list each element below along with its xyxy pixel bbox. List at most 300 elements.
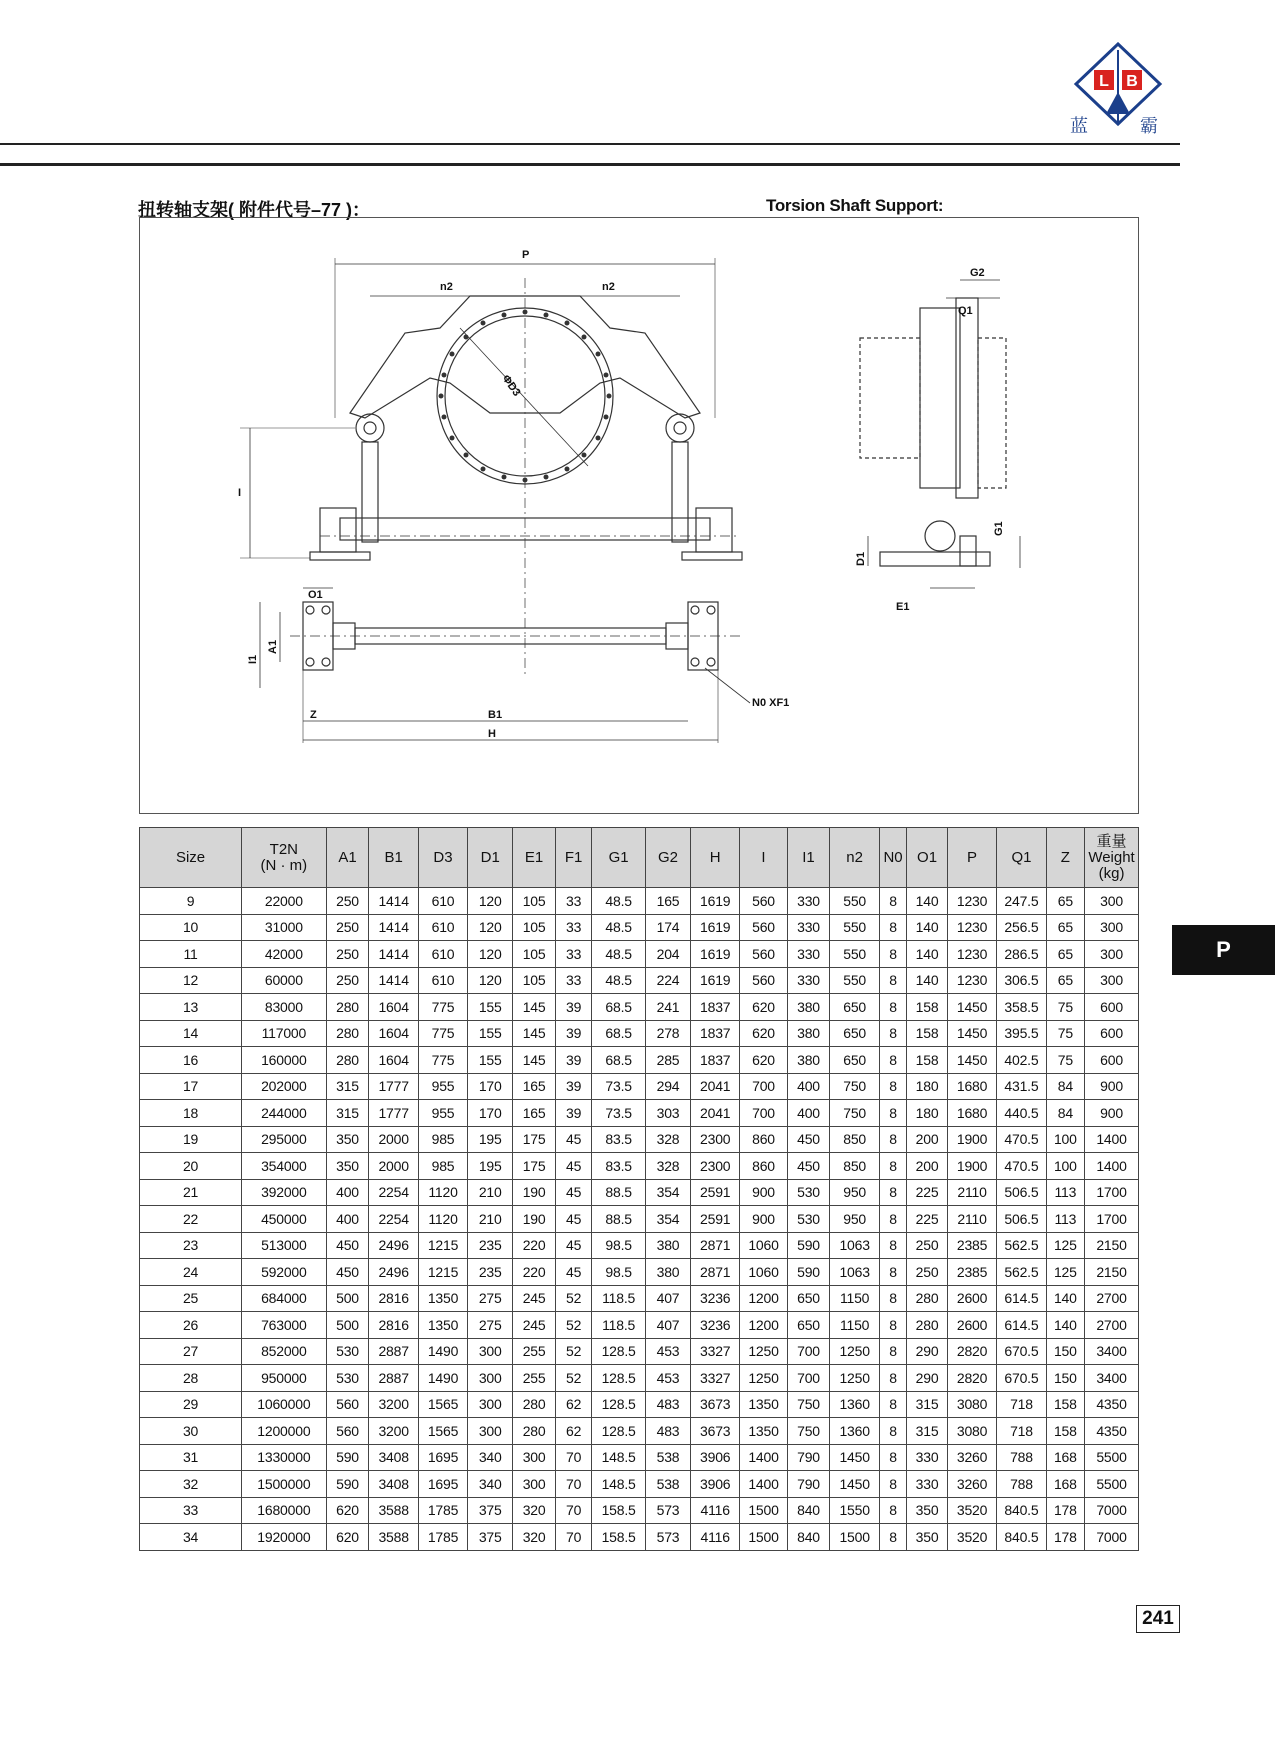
table-cell: 174	[646, 914, 691, 941]
table-cell: 220	[513, 1232, 556, 1259]
table-cell: 600	[1085, 1047, 1139, 1074]
table-cell: 350	[907, 1524, 948, 1551]
table-cell: 315	[326, 1100, 369, 1127]
table-cell: 175	[513, 1126, 556, 1153]
table-cell: 165	[513, 1073, 556, 1100]
table-cell: 9	[140, 888, 242, 915]
column-header: Z	[1046, 828, 1084, 888]
section-tab-p: P	[1172, 925, 1275, 975]
table-cell: 513000	[242, 1232, 327, 1259]
table-row	[140, 1312, 1139, 1339]
table-cell: 8	[879, 888, 906, 915]
table-cell: 200	[907, 1153, 948, 1180]
table-cell: 73.5	[592, 1073, 646, 1100]
table-cell: 395.5	[997, 1020, 1046, 1047]
table-cell: 4116	[691, 1497, 740, 1524]
table-cell: 39	[556, 994, 592, 1021]
table-row	[140, 1020, 1139, 1047]
table-cell: 7000	[1085, 1497, 1139, 1524]
table-cell: 250	[326, 941, 369, 968]
table-cell: 68.5	[592, 994, 646, 1021]
table-cell: 75	[1046, 1020, 1084, 1047]
table-cell: 3520	[947, 1524, 996, 1551]
table-cell: 140	[1046, 1285, 1084, 1312]
table-cell: 2700	[1085, 1285, 1139, 1312]
table-cell: 750	[830, 1073, 879, 1100]
table-cell: 380	[646, 1232, 691, 1259]
table-cell: 48.5	[592, 967, 646, 994]
table-cell: 158	[1046, 1418, 1084, 1445]
table-cell: 1400	[740, 1444, 787, 1471]
table-cell: 1400	[1085, 1126, 1139, 1153]
table-cell: 300	[1085, 914, 1139, 941]
table-cell: 21	[140, 1179, 242, 1206]
table-cell: 1837	[691, 994, 740, 1021]
table-cell: 560	[326, 1391, 369, 1418]
table-cell: 790	[787, 1471, 830, 1498]
table-cell: 775	[418, 1047, 467, 1074]
table-cell: 2000	[369, 1126, 418, 1153]
table-cell: 105	[513, 941, 556, 968]
table-cell: 145	[513, 1047, 556, 1074]
table-cell: 88.5	[592, 1179, 646, 1206]
table-cell: 220	[513, 1259, 556, 1286]
table-cell: 402.5	[997, 1047, 1046, 1074]
table-cell: 195	[468, 1153, 513, 1180]
column-header: n2	[830, 828, 879, 888]
table-cell: 2385	[947, 1259, 996, 1286]
table-cell: 2254	[369, 1179, 418, 1206]
brand-logo	[1068, 42, 1168, 137]
table-cell: 8	[879, 914, 906, 941]
table-cell: 2300	[691, 1153, 740, 1180]
table-cell: 300	[468, 1365, 513, 1392]
table-cell: 2110	[947, 1206, 996, 1233]
table-cell: 1680000	[242, 1497, 327, 1524]
table-cell: 320	[513, 1524, 556, 1551]
table-cell: 39	[556, 1020, 592, 1047]
table-cell: 620	[740, 994, 787, 1021]
table-cell: 280	[513, 1418, 556, 1445]
column-header: Q1	[997, 828, 1046, 888]
table-cell: 330	[907, 1471, 948, 1498]
table-cell: 506.5	[997, 1179, 1046, 1206]
table-cell: 354000	[242, 1153, 327, 1180]
table-row	[140, 1444, 1139, 1471]
table-cell: 70	[556, 1444, 592, 1471]
table-row	[140, 1524, 1139, 1551]
table-cell: 224	[646, 967, 691, 994]
table-cell: 530	[787, 1206, 830, 1233]
table-cell: 560	[740, 967, 787, 994]
table-cell: 375	[468, 1497, 513, 1524]
table-cell: 225	[907, 1206, 948, 1233]
table-cell: 2385	[947, 1232, 996, 1259]
table-cell: 14	[140, 1020, 242, 1047]
table-cell: 250	[907, 1259, 948, 1286]
table-row	[140, 1179, 1139, 1206]
table-cell: 610	[418, 941, 467, 968]
column-header: A1	[326, 828, 369, 888]
table-cell: 3236	[691, 1285, 740, 1312]
table-cell: 290	[907, 1365, 948, 1392]
column-header: G2	[646, 828, 691, 888]
table-cell: 2887	[369, 1365, 418, 1392]
table-cell: 684000	[242, 1285, 327, 1312]
table-cell: 140	[907, 967, 948, 994]
table-cell: 247.5	[997, 888, 1046, 915]
table-cell: 3400	[1085, 1365, 1139, 1392]
table-cell: 614.5	[997, 1285, 1046, 1312]
table-cell: 380	[787, 994, 830, 1021]
table-cell: 8	[879, 1312, 906, 1339]
table-cell: 48.5	[592, 888, 646, 915]
table-cell: 1500	[830, 1524, 879, 1551]
table-cell: 155	[468, 1047, 513, 1074]
table-cell: 788	[997, 1444, 1046, 1471]
table-cell: 120	[468, 914, 513, 941]
table-cell: 125	[1046, 1232, 1084, 1259]
table-cell: 620	[740, 1020, 787, 1047]
table-cell: 52	[556, 1285, 592, 1312]
table-cell: 3520	[947, 1497, 996, 1524]
table-cell: 128.5	[592, 1391, 646, 1418]
table-cell: 315	[907, 1418, 948, 1445]
table-cell: 614.5	[997, 1312, 1046, 1339]
table-cell: 280	[907, 1312, 948, 1339]
header-rule-bottom	[0, 163, 1180, 166]
column-header: D1	[468, 828, 513, 888]
table-cell: 453	[646, 1365, 691, 1392]
table-cell: 328	[646, 1153, 691, 1180]
table-cell: 483	[646, 1391, 691, 1418]
table-cell: 8	[879, 1179, 906, 1206]
table-row	[140, 1153, 1139, 1180]
table-cell: 113	[1046, 1179, 1084, 1206]
table-cell: 8	[879, 1524, 906, 1551]
table-cell: 8	[879, 1471, 906, 1498]
table-cell: 2816	[369, 1285, 418, 1312]
table-cell: 235	[468, 1232, 513, 1259]
logo-cn-right: 霸	[1140, 116, 1158, 136]
table-cell: 280	[907, 1285, 948, 1312]
table-cell: 670.5	[997, 1338, 1046, 1365]
table-cell: 400	[787, 1073, 830, 1100]
table-cell: 700	[740, 1100, 787, 1127]
table-cell: 1230	[947, 888, 996, 915]
table-row	[140, 1365, 1139, 1392]
table-cell: 250	[907, 1232, 948, 1259]
table-cell: 8	[879, 1126, 906, 1153]
table-cell: 8	[879, 1020, 906, 1047]
table-row	[140, 1259, 1139, 1286]
table-cell: 1350	[418, 1312, 467, 1339]
table-cell: 380	[787, 1047, 830, 1074]
table-cell: 1837	[691, 1020, 740, 1047]
table-cell: 19	[140, 1126, 242, 1153]
table-row	[140, 1126, 1139, 1153]
left-link	[362, 442, 378, 542]
table-cell: 3260	[947, 1444, 996, 1471]
table-cell: 32	[140, 1471, 242, 1498]
table-cell: 354	[646, 1179, 691, 1206]
table-cell: 8	[879, 1418, 906, 1445]
table-cell: 39	[556, 1047, 592, 1074]
table-cell: 65	[1046, 967, 1084, 994]
table-cell: 530	[787, 1179, 830, 1206]
column-header: B1	[369, 828, 418, 888]
table-cell: 300	[1085, 941, 1139, 968]
table-cell: 450000	[242, 1206, 327, 1233]
table-cell: 8	[879, 994, 906, 1021]
label-i: I	[238, 487, 242, 499]
table-cell: 2150	[1085, 1232, 1139, 1259]
table-cell: 850	[830, 1126, 879, 1153]
table-cell: 3588	[369, 1524, 418, 1551]
table-cell: 158.5	[592, 1497, 646, 1524]
table-cell: 600	[1085, 994, 1139, 1021]
table-cell: 3400	[1085, 1338, 1139, 1365]
table-cell: 3236	[691, 1312, 740, 1339]
table-cell: 1680	[947, 1073, 996, 1100]
table-cell: 350	[907, 1497, 948, 1524]
table-cell: 328	[646, 1126, 691, 1153]
table-cell: 118.5	[592, 1285, 646, 1312]
table-cell: 1565	[418, 1418, 467, 1445]
table-cell: 950	[830, 1179, 879, 1206]
table-cell: 350	[326, 1126, 369, 1153]
table-cell: 530	[326, 1365, 369, 1392]
table-cell: 27	[140, 1338, 242, 1365]
table-cell: 1414	[369, 914, 418, 941]
table-cell: 600	[1085, 1020, 1139, 1047]
table-cell: 3408	[369, 1444, 418, 1471]
table-cell: 560	[740, 941, 787, 968]
table-cell: 244000	[242, 1100, 327, 1127]
table-cell: 278	[646, 1020, 691, 1047]
column-header: Size	[140, 828, 242, 888]
right-pivot	[666, 414, 694, 442]
column-header: N0	[879, 828, 906, 888]
table-cell: 573	[646, 1497, 691, 1524]
table-cell: 1230	[947, 967, 996, 994]
table-cell: 33	[556, 914, 592, 941]
table-cell: 700	[740, 1073, 787, 1100]
table-cell: 128.5	[592, 1365, 646, 1392]
table-row	[140, 1338, 1139, 1365]
table-cell: 235	[468, 1259, 513, 1286]
table-cell: 45	[556, 1126, 592, 1153]
table-cell: 650	[787, 1285, 830, 1312]
table-cell: 3408	[369, 1471, 418, 1498]
column-header: I	[740, 828, 787, 888]
table-cell: 3200	[369, 1418, 418, 1445]
table-cell: 294	[646, 1073, 691, 1100]
table-cell: 775	[418, 1020, 467, 1047]
header-rule-top	[0, 143, 1180, 145]
specification-table	[139, 827, 1139, 1551]
table-cell: 790	[787, 1444, 830, 1471]
table-cell: 300	[1085, 888, 1139, 915]
table-row	[140, 1073, 1139, 1100]
table-cell: 375	[468, 1524, 513, 1551]
table-cell: 140	[1046, 1312, 1084, 1339]
table-cell: 1680	[947, 1100, 996, 1127]
table-cell: 380	[787, 1020, 830, 1047]
table-cell: 400	[326, 1206, 369, 1233]
table-cell: 105	[513, 914, 556, 941]
table-cell: 1350	[740, 1418, 787, 1445]
table-cell: 955	[418, 1100, 467, 1127]
table-cell: 8	[879, 1047, 906, 1074]
table-cell: 145	[513, 1020, 556, 1047]
table-cell: 2820	[947, 1365, 996, 1392]
table-cell: 590	[326, 1444, 369, 1471]
table-cell: 83.5	[592, 1153, 646, 1180]
table-cell: 20	[140, 1153, 242, 1180]
table-cell: 158	[907, 1047, 948, 1074]
logo-letter-l: L	[1099, 73, 1109, 90]
table-row	[140, 1100, 1139, 1127]
table-cell: 148.5	[592, 1471, 646, 1498]
table-cell: 590	[787, 1259, 830, 1286]
table-cell: 3200	[369, 1391, 418, 1418]
table-row	[140, 1391, 1139, 1418]
table-cell: 168	[1046, 1444, 1084, 1471]
side-base-plate	[880, 552, 990, 566]
table-cell: 1619	[691, 914, 740, 941]
table-cell: 380	[646, 1259, 691, 1286]
table-cell: 160000	[242, 1047, 327, 1074]
table-cell: 280	[326, 1020, 369, 1047]
label-b1: B1	[488, 709, 503, 721]
table-cell: 1777	[369, 1100, 418, 1127]
table-cell: 330	[787, 914, 830, 941]
table-cell: 900	[1085, 1100, 1139, 1127]
table-cell: 1695	[418, 1471, 467, 1498]
table-cell: 955	[418, 1073, 467, 1100]
table-cell: 300	[468, 1338, 513, 1365]
table-cell: 117000	[242, 1020, 327, 1047]
table-cell: 1900	[947, 1153, 996, 1180]
table-cell: 400	[326, 1179, 369, 1206]
table-cell: 718	[997, 1418, 1046, 1445]
table-cell: 750	[787, 1418, 830, 1445]
table-cell: 210	[468, 1206, 513, 1233]
table-cell: 407	[646, 1312, 691, 1339]
table-cell: 8	[879, 1206, 906, 1233]
table-cell: 165	[513, 1100, 556, 1127]
table-cell: 16	[140, 1047, 242, 1074]
table-cell: 140	[907, 888, 948, 915]
table-cell: 1450	[947, 1020, 996, 1047]
table-cell: 538	[646, 1471, 691, 1498]
table-cell: 39	[556, 1100, 592, 1127]
table-cell: 3673	[691, 1391, 740, 1418]
table-cell: 550	[830, 941, 879, 968]
table-cell: 1490	[418, 1365, 467, 1392]
logo-letter-b: B	[1126, 73, 1138, 90]
table-cell: 22	[140, 1206, 242, 1233]
table-cell: 1619	[691, 941, 740, 968]
table-cell: 840.5	[997, 1497, 1046, 1524]
table-cell: 1450	[830, 1444, 879, 1471]
table-cell: 52	[556, 1365, 592, 1392]
table-cell: 1450	[947, 1047, 996, 1074]
table-cell: 550	[830, 914, 879, 941]
table-cell: 65	[1046, 914, 1084, 941]
label-h: H	[488, 728, 496, 740]
table-cell: 204	[646, 941, 691, 968]
table-cell: 195	[468, 1126, 513, 1153]
table-cell: 1200	[740, 1312, 787, 1339]
table-cell: 860	[740, 1153, 787, 1180]
column-header: D3	[418, 828, 467, 888]
column-header: O1	[907, 828, 948, 888]
table-cell: 1604	[369, 1020, 418, 1047]
table-cell: 900	[1085, 1073, 1139, 1100]
table-cell: 150	[1046, 1338, 1084, 1365]
table-row	[140, 1285, 1139, 1312]
table-cell: 3906	[691, 1444, 740, 1471]
table-cell: 750	[787, 1391, 830, 1418]
table-cell: 3327	[691, 1338, 740, 1365]
label-z: Z	[310, 709, 317, 721]
table-cell: 1360	[830, 1418, 879, 1445]
table-cell: 840.5	[997, 1524, 1046, 1551]
section-title-cn: 扭转轴支架( 附件代号–77 )：	[138, 200, 371, 220]
table-cell: 1619	[691, 967, 740, 994]
table-cell: 330	[787, 967, 830, 994]
table-cell: 158.5	[592, 1524, 646, 1551]
table-cell: 100	[1046, 1126, 1084, 1153]
table-cell: 1250	[740, 1338, 787, 1365]
right-bearing	[696, 508, 732, 552]
table-cell: 8	[879, 1100, 906, 1127]
table-cell: 340	[468, 1471, 513, 1498]
table-cell: 170	[468, 1073, 513, 1100]
table-cell: 2300	[691, 1126, 740, 1153]
table-cell: 62	[556, 1418, 592, 1445]
table-cell: 52	[556, 1338, 592, 1365]
table-cell: 245	[513, 1312, 556, 1339]
table-cell: 300	[513, 1444, 556, 1471]
table-cell: 350	[326, 1153, 369, 1180]
table-cell: 2700	[1085, 1312, 1139, 1339]
table-cell: 175	[513, 1153, 556, 1180]
table-cell: 13	[140, 994, 242, 1021]
table-cell: 73.5	[592, 1100, 646, 1127]
table-cell: 3327	[691, 1365, 740, 1392]
table-cell: 2041	[691, 1073, 740, 1100]
table-cell: 440.5	[997, 1100, 1046, 1127]
table-cell: 1063	[830, 1232, 879, 1259]
table-row	[140, 888, 1139, 915]
table-cell: 128.5	[592, 1338, 646, 1365]
table-cell: 8	[879, 1259, 906, 1286]
table-cell: 5500	[1085, 1444, 1139, 1471]
ring-bolt-holes	[439, 310, 612, 483]
column-header: G1	[592, 828, 646, 888]
table-cell: 8	[879, 967, 906, 994]
table-cell: 3673	[691, 1418, 740, 1445]
table-cell: 300	[513, 1471, 556, 1498]
table-cell: 506.5	[997, 1206, 1046, 1233]
table-cell: 33	[556, 941, 592, 968]
table-cell: 1060	[740, 1232, 787, 1259]
table-cell: 24	[140, 1259, 242, 1286]
column-header: H	[691, 828, 740, 888]
